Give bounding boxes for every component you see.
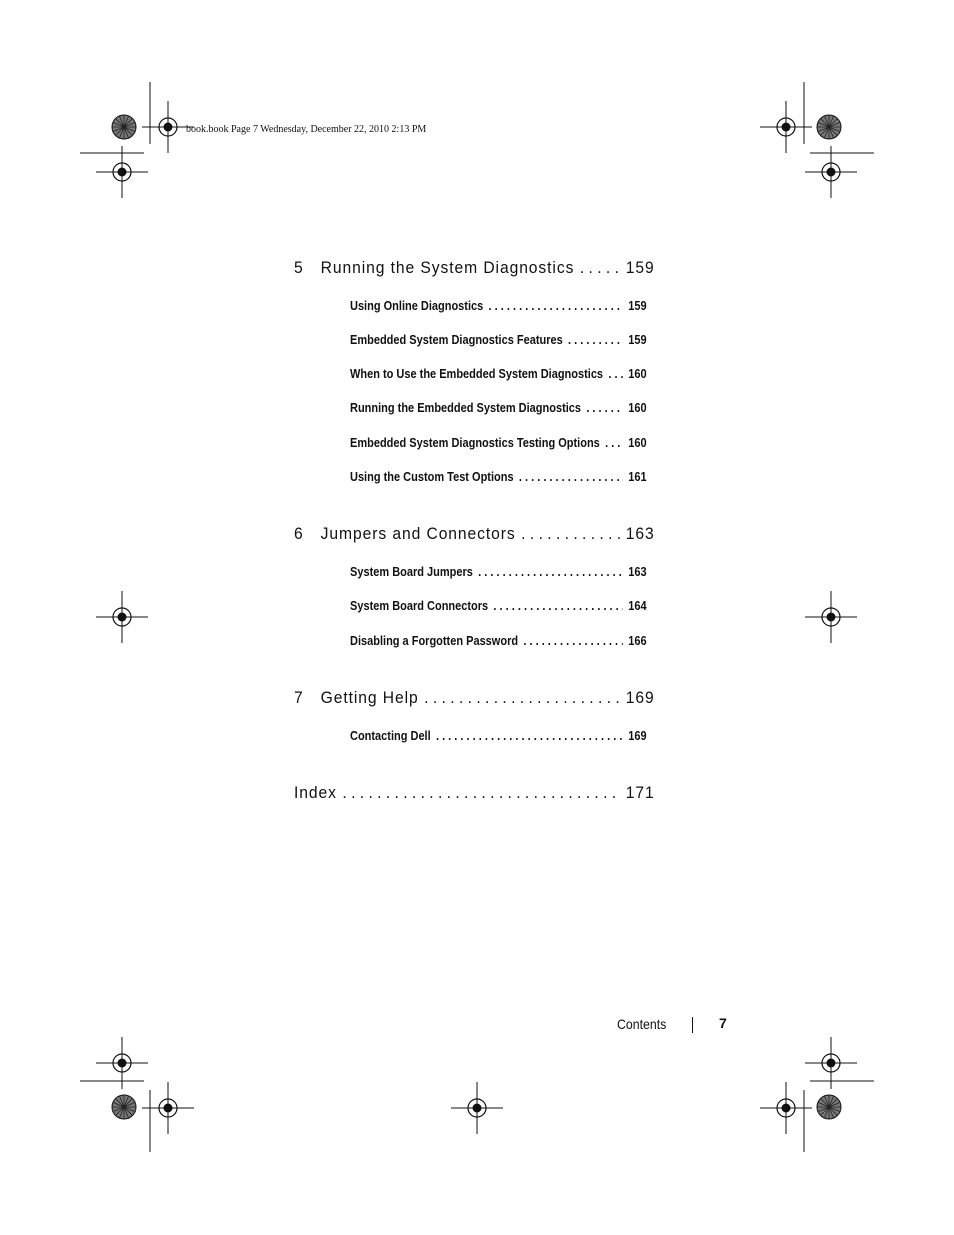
entry-title: Disabling a Forgotten Password	[350, 634, 519, 648]
chapter-number: 5	[294, 258, 304, 277]
print-slug: book.book Page 7 Wednesday, December 22, 2010 2:13 PM	[186, 124, 427, 135]
footer-divider	[692, 1017, 693, 1033]
toc-entry[interactable]	[350, 401, 647, 415]
footer-page-number: 7	[719, 1015, 727, 1031]
dot-leader	[605, 436, 623, 450]
entry-title: Running the Embedded System Diagnostics	[350, 401, 582, 415]
dot-leader	[608, 367, 623, 381]
toc-chapter[interactable]	[294, 688, 655, 708]
footer-section-label: Contents	[617, 1016, 667, 1032]
chapter-page: 163	[625, 524, 655, 543]
dot-leader	[436, 729, 623, 743]
toc-index[interactable]	[294, 783, 655, 803]
dot-leader	[424, 688, 620, 708]
entry-page: 164	[628, 599, 647, 613]
entry-title: System Board Jumpers	[350, 565, 473, 579]
index-title: Index	[294, 783, 337, 802]
chapter-title: Running the System Diagnostics	[320, 258, 575, 277]
chapter-number: 7	[294, 688, 304, 707]
chapter-title: Getting Help	[320, 688, 419, 707]
chapter-page: 169	[625, 688, 655, 707]
dot-leader	[489, 299, 623, 313]
toc-entry[interactable]	[350, 565, 647, 579]
dot-leader	[519, 470, 623, 484]
dot-leader	[568, 333, 623, 347]
toc-entry[interactable]	[350, 470, 647, 484]
toc-chapter[interactable]	[294, 258, 655, 278]
toc-entry[interactable]	[350, 599, 647, 613]
entry-page: 160	[628, 436, 647, 450]
chapter-title: Jumpers and Connectors	[320, 524, 516, 543]
dot-leader	[523, 634, 623, 648]
entry-page: 160	[628, 401, 647, 415]
entry-page: 166	[628, 634, 647, 648]
entry-page: 160	[628, 367, 647, 381]
entry-title: When to Use the Embedded System Diagnostics	[350, 367, 604, 381]
index-page: 171	[625, 783, 655, 802]
dot-leader	[580, 258, 620, 278]
entry-title: Using Online Diagnostics	[350, 299, 484, 313]
entry-title: Using the Custom Test Options	[350, 470, 514, 484]
toc-entry[interactable]	[350, 436, 647, 450]
chapter-page: 159	[625, 258, 655, 277]
entry-page: 163	[628, 565, 647, 579]
dot-leader	[342, 783, 620, 803]
toc-entry[interactable]	[350, 367, 647, 381]
dot-leader	[586, 401, 623, 415]
toc-entry[interactable]	[350, 333, 647, 347]
entry-title: System Board Connectors	[350, 599, 489, 613]
entry-page: 159	[628, 333, 647, 347]
toc-entry[interactable]	[350, 729, 647, 743]
entry-title: Embedded System Diagnostics Testing Options	[350, 436, 600, 450]
toc-entry[interactable]	[350, 299, 647, 313]
entry-page: 159	[628, 299, 647, 313]
entry-title: Contacting Dell	[350, 729, 431, 743]
dot-leader	[521, 524, 620, 544]
toc-chapter[interactable]	[294, 524, 655, 544]
entry-page: 169	[628, 729, 647, 743]
dot-leader	[493, 599, 622, 613]
chapter-number: 6	[294, 524, 304, 543]
entry-page: 161	[628, 470, 647, 484]
toc-entry[interactable]	[350, 634, 647, 648]
entry-title: Embedded System Diagnostics Features	[350, 333, 563, 347]
dot-leader	[478, 565, 623, 579]
